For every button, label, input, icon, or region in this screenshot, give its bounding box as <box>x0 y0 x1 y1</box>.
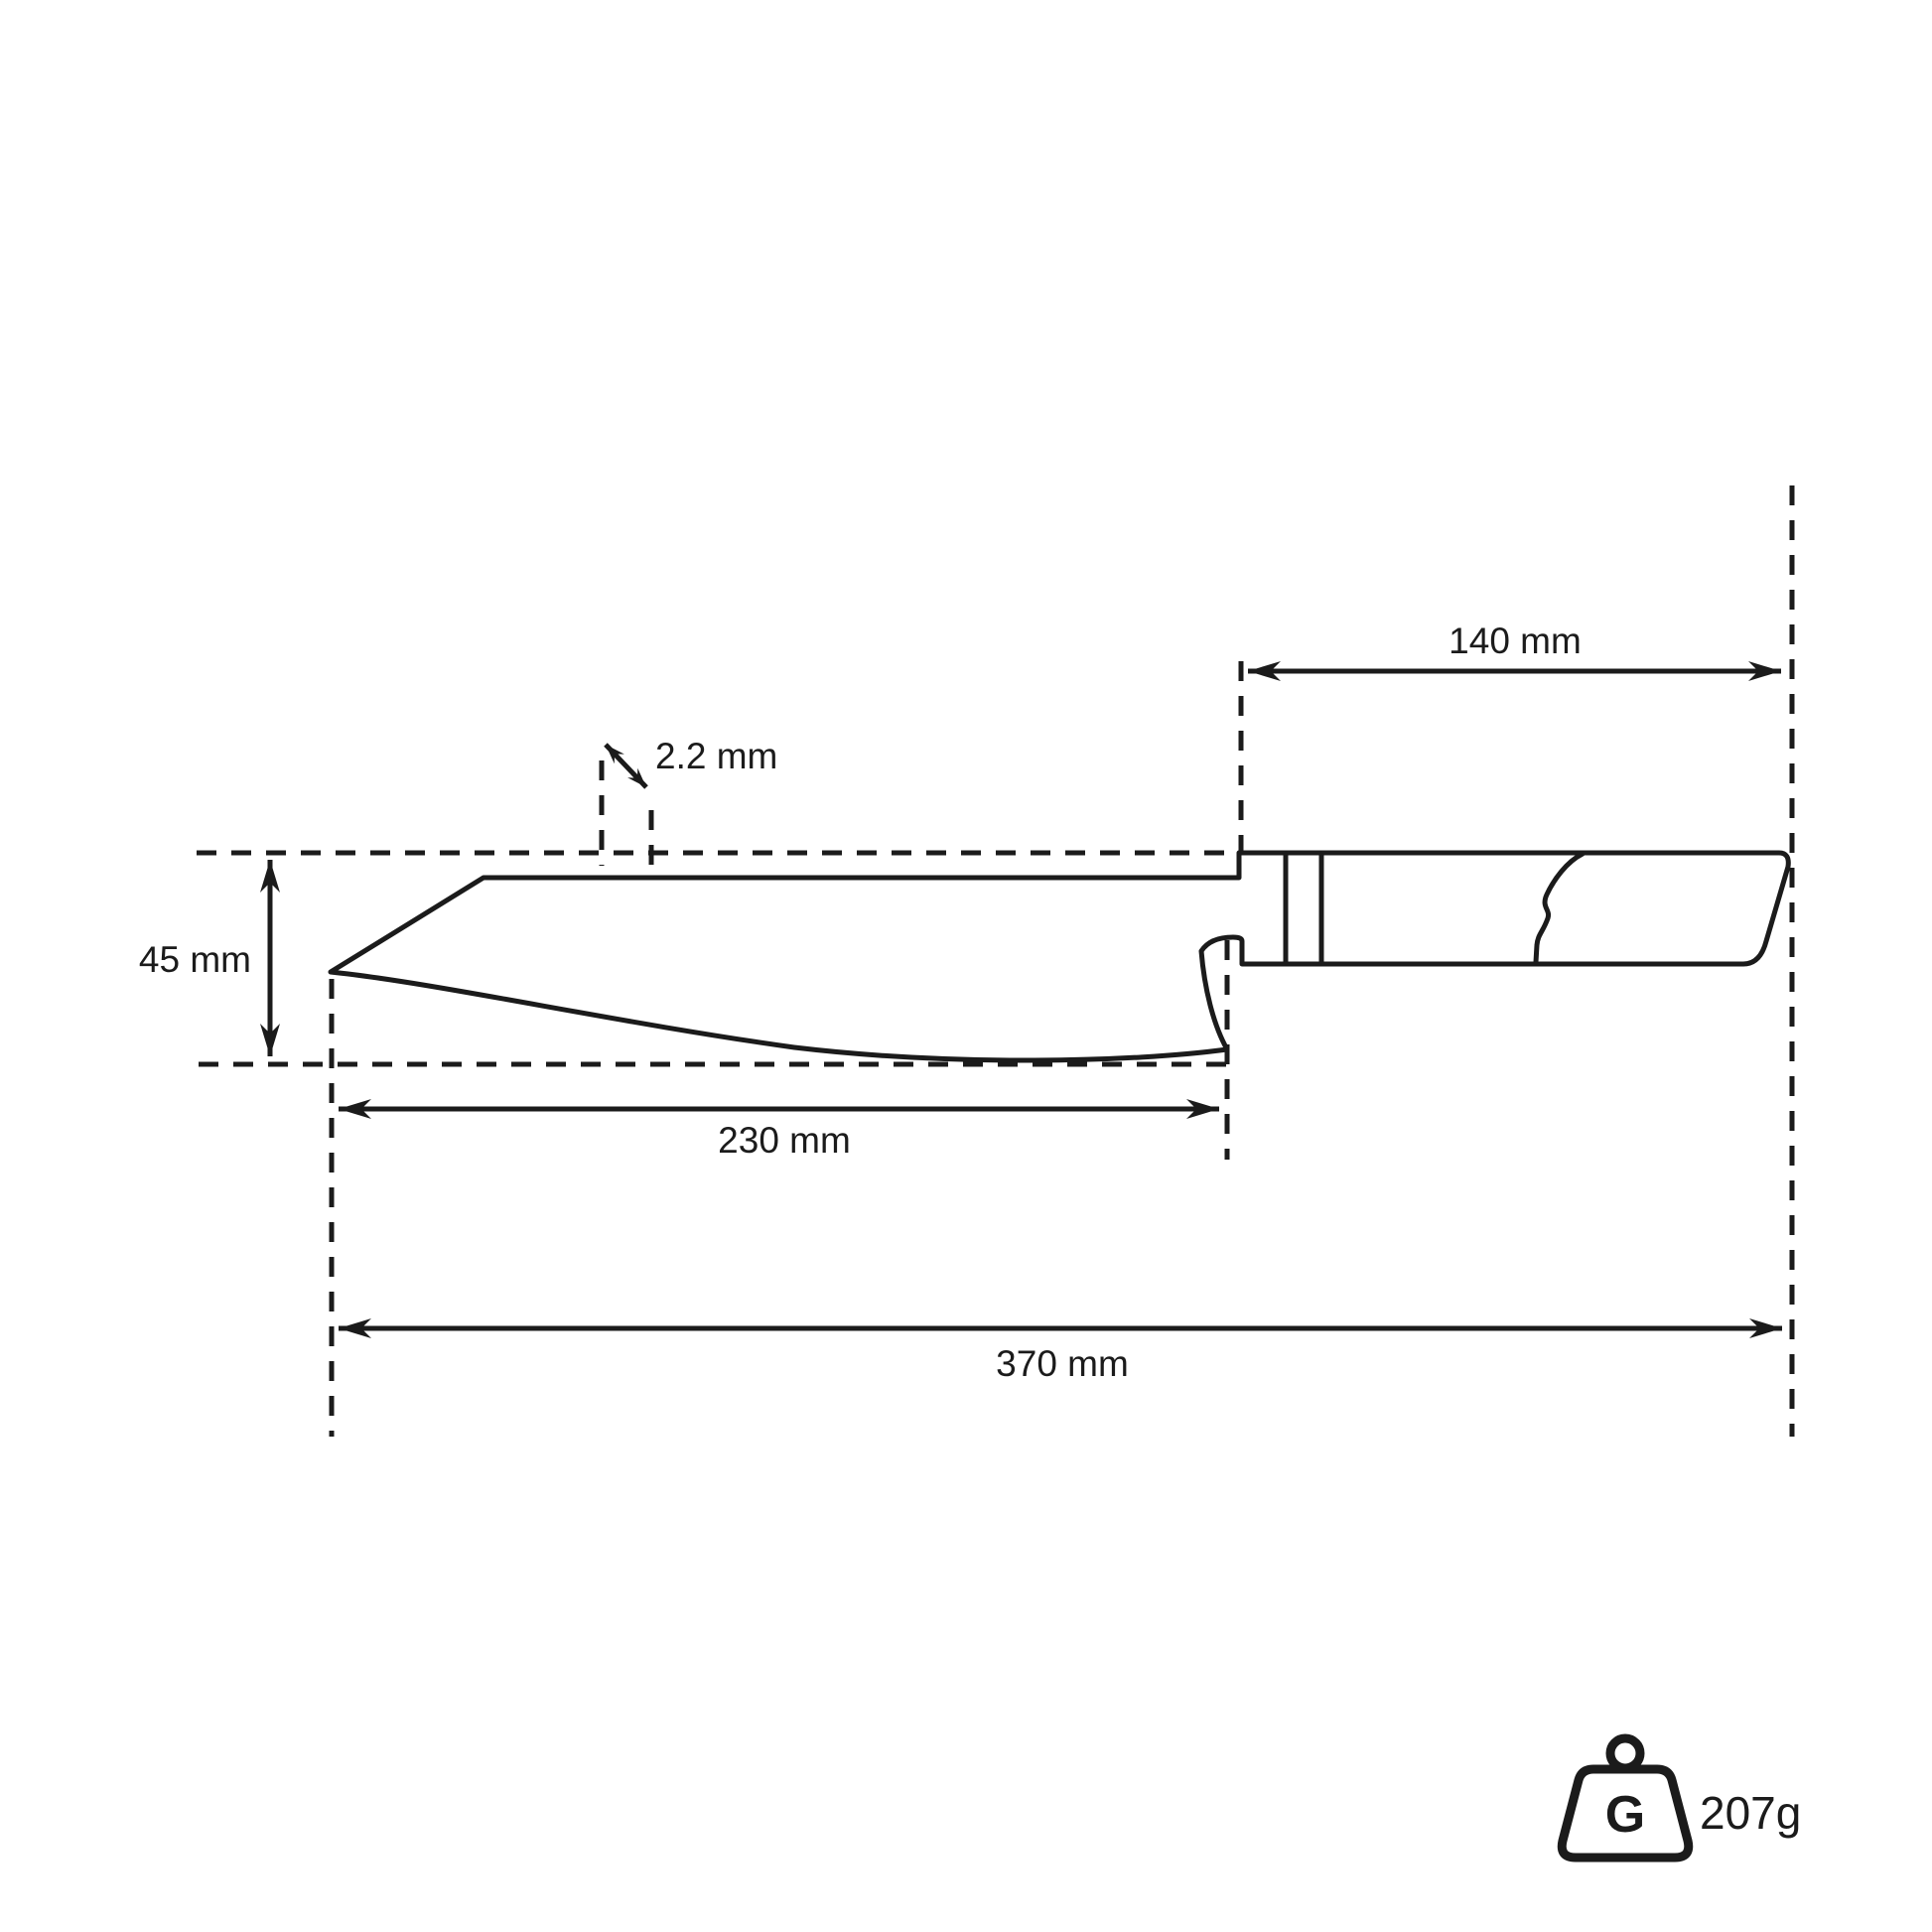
weight-icon-letter: G <box>1604 1786 1646 1844</box>
weight-icon-ring <box>1610 1738 1640 1768</box>
knife-outline <box>331 853 1788 1060</box>
weight-value-label: 207g <box>1700 1787 1802 1839</box>
blade-length-label: 230 mm <box>718 1120 851 1161</box>
weight-badge <box>1562 1738 1801 1858</box>
spine-thickness-dimension <box>606 736 777 787</box>
handle-length-dimension <box>1248 621 1781 681</box>
blade-height-dimension <box>139 860 280 1056</box>
handle-length-label: 140 mm <box>1449 621 1582 661</box>
total-length-label: 370 mm <box>996 1343 1129 1384</box>
blade-length-dimension <box>339 1099 1219 1161</box>
spine-thickness-label: 2.2 mm <box>655 736 778 776</box>
total-length-dimension <box>339 1318 1782 1384</box>
blade-height-label: 45 mm <box>138 939 251 980</box>
